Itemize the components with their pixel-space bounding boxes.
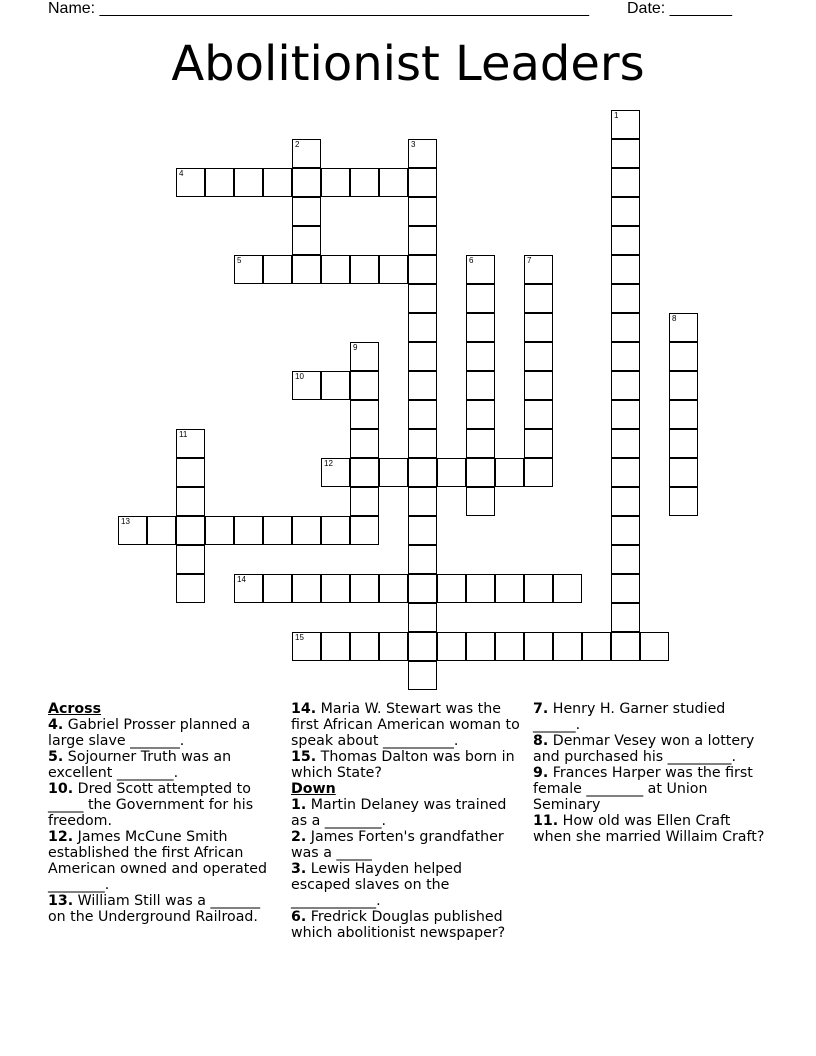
crossword-cell[interactable] [379,632,408,661]
cell-number: 7 [527,256,532,265]
crossword-cell[interactable] [379,168,408,197]
cell-number: 1 [614,111,619,120]
clue-number: 15. [291,749,317,765]
clue-down-6 [291,909,523,941]
cell-number: 8 [672,314,677,323]
crossword-cell[interactable] [495,632,524,661]
crossword-cell[interactable] [350,574,379,603]
crossword-cell[interactable] [611,632,640,661]
crossword-cell[interactable] [292,632,321,661]
crossword-cell[interactable] [234,574,263,603]
crossword-cell[interactable] [350,429,379,458]
crossword-cell[interactable] [437,458,466,487]
crossword-cell[interactable] [321,168,350,197]
crossword-cell[interactable] [176,574,205,603]
crossword-cell[interactable] [611,603,640,632]
crossword-cell[interactable] [263,574,292,603]
clue-column-1 [48,701,280,925]
crossword-cell[interactable] [611,197,640,226]
crossword-cell[interactable] [234,255,263,284]
page-title: Abolitionist Leaders [171,36,645,92]
crossword-cell[interactable] [292,371,321,400]
crossword-cell[interactable] [669,458,698,487]
crossword-cell[interactable] [292,516,321,545]
crossword-cell[interactable] [205,168,234,197]
crossword-cell[interactable] [321,574,350,603]
crossword-cell[interactable] [408,284,437,313]
crossword-cell[interactable] [263,516,292,545]
crossword-cell[interactable] [408,168,437,197]
crossword-cell[interactable] [437,632,466,661]
clue-across-15 [291,749,523,781]
crossword-cell[interactable] [611,284,640,313]
cell-number: 13 [121,517,130,526]
clue-number: 13. [48,893,74,909]
cell-number: 6 [469,256,474,265]
crossword-cell[interactable] [408,429,437,458]
crossword-cell[interactable] [176,516,205,545]
down-heading: Down [291,781,336,797]
crossword-cell[interactable] [611,226,640,255]
crossword-cell[interactable] [466,371,495,400]
cell-number: 4 [179,169,184,178]
crossword-cell[interactable] [611,139,640,168]
clue-number: 10. [48,781,74,797]
crossword-cell[interactable] [611,168,640,197]
crossword-cell[interactable] [321,458,350,487]
crossword-cell[interactable] [292,168,321,197]
clue-text: Frances Harper was the first female ________ at Union Seminary [533,765,753,813]
clue-number: 9. [533,765,549,781]
clue-down-3 [291,861,523,909]
clue-number: 14. [291,701,317,717]
crossword-cell[interactable] [350,516,379,545]
crossword-cell[interactable] [292,139,321,168]
clue-number: 2. [291,829,307,845]
crossword-cell[interactable] [524,284,553,313]
crossword-cell[interactable] [611,458,640,487]
crossword-cell[interactable] [611,516,640,545]
cell-number: 15 [295,633,304,642]
crossword-cell[interactable] [582,632,611,661]
crossword-cell[interactable] [495,458,524,487]
crossword-cell[interactable] [524,313,553,342]
crossword-cell[interactable] [408,632,437,661]
crossword-cell[interactable] [234,168,263,197]
crossword-cell[interactable] [350,458,379,487]
clue-across-13 [48,893,280,925]
crossword-cell[interactable] [669,342,698,371]
crossword-cell[interactable] [118,516,147,545]
clue-number: 1. [291,797,307,813]
crossword-cell[interactable] [466,458,495,487]
crossword-cell[interactable] [466,342,495,371]
crossword-cell[interactable] [408,313,437,342]
crossword-cell[interactable] [524,371,553,400]
crossword-cell[interactable] [408,661,437,690]
crossword-cell[interactable] [466,632,495,661]
crossword-cell[interactable] [350,342,379,371]
crossword-cell[interactable] [176,487,205,516]
crossword-cell[interactable] [640,632,669,661]
clue-text: Sojourner Truth was an excellent ________. [48,749,232,781]
crossword-cell[interactable] [176,429,205,458]
clue-number: 12. [48,829,74,845]
clue-across-5 [48,749,280,781]
clue-across-14 [291,701,523,749]
clue-text: James McCune Smith established the first African American owned and operated ________. [48,829,267,893]
crossword-cell[interactable] [524,429,553,458]
clue-down-1 [291,797,523,829]
crossword-cell[interactable] [147,516,176,545]
crossword-cell[interactable] [466,400,495,429]
cell-number: 3 [411,140,416,149]
crossword-cell[interactable] [524,574,553,603]
crossword-cell[interactable] [408,139,437,168]
crossword-cell[interactable] [553,574,582,603]
cell-number: 9 [353,343,358,352]
crossword-cell[interactable] [350,255,379,284]
crossword-cell[interactable] [669,371,698,400]
clue-text: Maria W. Stewart was the first African American woman to speak about __________. [291,701,520,749]
clue-down-2 [291,829,523,861]
crossword-cell[interactable] [263,255,292,284]
crossword-cell[interactable] [234,516,263,545]
crossword-cell[interactable] [524,400,553,429]
crossword-cell[interactable] [611,487,640,516]
crossword-cell[interactable] [350,400,379,429]
crossword-cell[interactable] [466,487,495,516]
clue-down-8 [533,733,773,765]
crossword-cell[interactable] [379,574,408,603]
crossword-cell[interactable] [263,168,292,197]
clue-column-3 [533,701,773,845]
cell-number: 2 [295,140,300,149]
crossword-cell[interactable] [669,400,698,429]
clue-text: How old was Ellen Craft when she married Willaim Craft? [533,813,765,845]
crossword-cell[interactable] [466,255,495,284]
clue-number: 3. [291,861,307,877]
crossword-cell[interactable] [408,197,437,226]
crossword-cell[interactable] [611,110,640,139]
crossword-cell[interactable] [524,458,553,487]
crossword-cell[interactable] [408,458,437,487]
clue-number: 11. [533,813,559,829]
crossword-cell[interactable] [408,226,437,255]
crossword-cell[interactable] [408,400,437,429]
clue-number: 8. [533,733,549,749]
crossword-cell[interactable] [611,255,640,284]
clue-text: Dred Scott attempted to _____ the Government for his freedom. [48,781,254,829]
crossword-cell[interactable] [669,313,698,342]
cell-number: 10 [295,372,304,381]
clue-text: Gabriel Prosser planned a large slave _______. [48,717,251,749]
crossword-cell[interactable] [176,545,205,574]
crossword-cell[interactable] [437,574,466,603]
crossword-cell[interactable] [321,371,350,400]
date-line: Date: _______ [627,0,732,17]
crossword-cell[interactable] [611,313,640,342]
clue-number: 6. [291,909,307,925]
crossword-cell[interactable] [466,429,495,458]
crossword-cell[interactable] [292,226,321,255]
across-heading: Across [48,701,102,717]
clue-text: Lewis Hayden helped escaped slaves on the ____________. [291,861,463,909]
crossword-cell[interactable] [408,545,437,574]
clue-across-12 [48,829,280,893]
crossword-cell[interactable] [321,516,350,545]
cell-number: 11 [179,430,188,439]
cell-number: 12 [324,459,333,468]
crossword-cell[interactable] [408,603,437,632]
clue-down-9 [533,765,773,813]
crossword-cell[interactable] [611,574,640,603]
crossword-cell[interactable] [350,632,379,661]
crossword-cell[interactable] [524,342,553,371]
crossword-cell[interactable] [495,574,524,603]
crossword-cell[interactable] [176,168,205,197]
clue-column-2 [291,701,523,941]
crossword-cell[interactable] [611,545,640,574]
crossword-cell[interactable] [176,458,205,487]
cell-number: 5 [237,256,242,265]
crossword-cell[interactable] [466,574,495,603]
clue-across-10 [48,781,280,829]
clue-number: 5. [48,749,64,765]
cell-number: 14 [237,575,246,584]
crossword-cell[interactable] [321,255,350,284]
crossword-cell[interactable] [379,255,408,284]
crossword-cell[interactable] [611,429,640,458]
crossword-cell[interactable] [408,487,437,516]
clue-text: James Forten's grandfather was a _____ [291,829,504,861]
crossword-cell[interactable] [408,371,437,400]
clue-text: William Still was a _______ on the Underground Railroad. [48,893,261,925]
clue-number: 7. [533,701,549,717]
crossword-cell[interactable] [553,632,582,661]
clue-text: Fredrick Douglas published which abolitionist newspaper? [291,909,506,941]
crossword-cell[interactable] [524,255,553,284]
clue-text: Henry H. Garner studied ______. [533,701,726,733]
crossword-cell[interactable] [408,516,437,545]
clue-across-4 [48,717,280,749]
crossword-cell[interactable] [611,342,640,371]
crossword-cell[interactable] [524,632,553,661]
name-line: Name: _______________________________________________________ [48,0,589,17]
crossword-cell[interactable] [669,487,698,516]
clue-text: Denmar Vesey won a lottery and purchased his _________. [533,733,755,765]
crossword-cell[interactable] [611,400,640,429]
crossword-cell[interactable] [350,371,379,400]
crossword-cell[interactable] [408,574,437,603]
clue-text: Thomas Dalton was born in which State? [291,749,515,781]
crossword-cell[interactable] [408,255,437,284]
clue-number: 4. [48,717,64,733]
crossword-cell[interactable] [669,429,698,458]
crossword-cell[interactable] [321,632,350,661]
crossword-cell[interactable] [292,197,321,226]
clue-down-11 [533,813,773,845]
crossword-cell[interactable] [466,313,495,342]
crossword-cell[interactable] [292,255,321,284]
crossword-cell[interactable] [292,574,321,603]
crossword-cell[interactable] [408,342,437,371]
crossword-cell[interactable] [350,168,379,197]
crossword-cell[interactable] [205,516,234,545]
crossword-cell[interactable] [350,487,379,516]
crossword-cell[interactable] [611,371,640,400]
crossword-cell[interactable] [379,458,408,487]
clue-down-7 [533,701,773,733]
clue-text: Martin Delaney was trained as a ________. [291,797,507,829]
crossword-cell[interactable] [466,284,495,313]
